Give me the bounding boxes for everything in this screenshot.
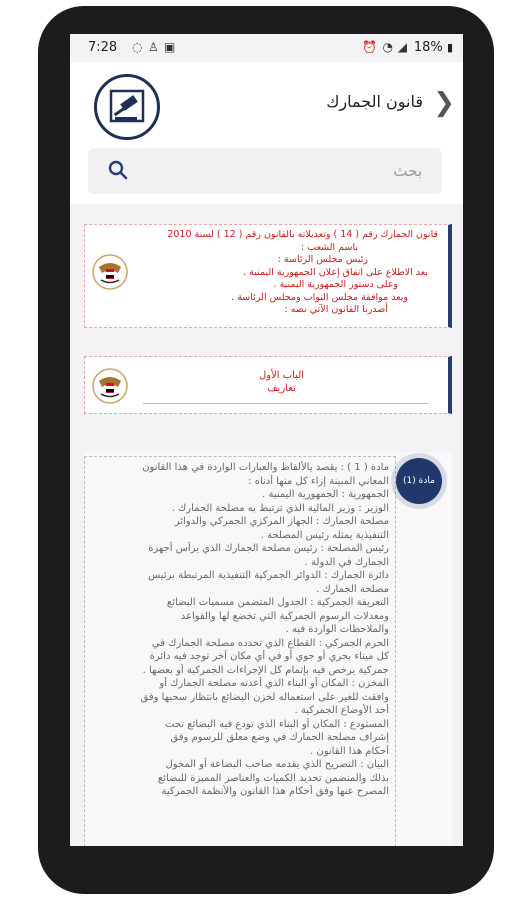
accessibility-icon: ♙: [148, 40, 159, 54]
chapter-title: الباب الأول: [258, 370, 305, 381]
article-line: مصلحة الجمارك .: [316, 583, 389, 595]
article-line: دائرة الجمارك : الدوائر الجمركية التنفيذية المرتبطة برئيس: [148, 570, 389, 581]
article-section: [84, 452, 452, 846]
signal-icon: ◢: [397, 40, 407, 54]
article-number-badge[interactable]: مادة (1): [396, 458, 442, 504]
search-placeholder: بحث: [393, 162, 422, 180]
whatsapp-icon: ◌: [132, 40, 143, 54]
search-icon[interactable]: [108, 160, 128, 180]
emblem-icon: [91, 253, 129, 291]
article-text: [91, 461, 389, 799]
search-section: [70, 144, 463, 204]
intro-line: أصدرنا القانون الآتي نصه :: [284, 304, 388, 315]
battery-indicator: [414, 40, 453, 55]
article-line: أحد الأوضاع الجمركية .: [294, 705, 389, 716]
article-line: رئيس المصلحة : رئيس مصلحة الجمارك الذي يرأس أجهزة: [148, 543, 389, 554]
intro-card[interactable]: [84, 224, 452, 328]
article-line: الجمهورية : الجمهورية اليمنية .: [262, 489, 389, 500]
article-line: والملاحظات الواردة فيه .: [285, 624, 389, 635]
article-line: إشراف مصلحة الجمارك في وضع معلق للرسوم وفق: [170, 732, 389, 743]
intro-line: وبعد موافقة مجلس النواب ومجلس الرئاسة .: [231, 291, 408, 303]
image-icon: ▣: [164, 40, 176, 54]
intro-line: وعلى دستور الجمهورية اليمنية .: [273, 279, 398, 290]
wifi-icon: ◔: [382, 40, 393, 54]
divider: [143, 403, 428, 404]
alarm-icon: ⏰: [362, 40, 377, 54]
article-line: التعريفة الجمركية : الجدول المتضمن مسميات البضائع: [166, 597, 389, 608]
article-text-box: [84, 456, 396, 846]
article-line: جمركية يرخص فيه بإتمام كل الإجراءات الجمركية أو بعضها .: [142, 664, 389, 676]
article-line: المصرح عنها وفق أحكام هذا القانون والأنظمة الجمركية: [161, 786, 389, 797]
battery-level: 18%: [413, 40, 443, 55]
article-line: المخزن : المكان أو البناء الذي أعدته مصلحة الجمارك أو: [159, 678, 389, 689]
article-line: مادة ( 1 ) : يقصد بالألفاظ والعبارات الواردة في هذا القانون: [142, 462, 389, 473]
article-line: الجمارك في الدولة .: [304, 556, 389, 568]
chapter-subtitle: تعاريف: [267, 383, 296, 394]
app-header: [70, 62, 463, 144]
article-line: كل ميناء بحري أو جوي أو في أي مكان آخر توجد فيه دائرة: [149, 651, 389, 662]
emblem-icon: [91, 367, 129, 405]
article-line: مصلحة الجمارك : الجهاز المركزي الجمركي والدوائر: [174, 516, 389, 527]
intro-line: قانون الجمارك رقم ( 14 ) وتعديلاته بالقانون رقم ( 12 ) لسنة 2010: [167, 229, 438, 240]
page-title: قانون الجمارك: [326, 92, 423, 111]
intro-text: [128, 229, 438, 317]
chevron-right-icon[interactable]: ❯: [433, 88, 455, 118]
law-logo-icon: [94, 74, 160, 140]
article-line: المستودع : المكان أو البناء الذي تودع فيه البضائع تحت: [165, 718, 389, 730]
search-input[interactable]: [88, 148, 442, 194]
article-line: الوزير : وزير المالية الذي ترتبط به مصلحة الجمارك .: [171, 502, 389, 514]
article-line: الحرم الجمركي : القطاع الذي تحدده مصلحة الجمارك في: [151, 637, 389, 649]
article-line: وافقت للغير على استعماله لخزن البضائع بانتظار سحبها وفق: [140, 691, 389, 703]
article-line: التنفيذية يمثله رئيس المصلحة .: [260, 529, 389, 541]
intro-line: رئيس مجلس الرئاسة :: [277, 254, 368, 265]
app-screen: [70, 34, 463, 846]
intro-line: بعد الاطلاع على اتفاق إعلان الجمهورية اليمنية .: [243, 266, 428, 278]
chapter-text: [131, 369, 432, 395]
status-bar: [70, 34, 463, 62]
status-time: 7:28: [88, 40, 118, 55]
article-line: بذلك والمتضمن تحديد الكميات والعناصر المميزة للبضائع: [157, 772, 389, 784]
article-line: ومعدلات الرسوم الجمركية التي تخضع لها والقواعد: [180, 610, 389, 622]
chapter-card[interactable]: [84, 356, 452, 414]
intro-line: باسم الشعب :: [301, 241, 358, 253]
article-line: البيان : التصريح الذي يقدمه صاحب البضاعة أو المخول: [165, 759, 389, 770]
article-line: أحكام هذا القانون .: [310, 745, 389, 757]
article-line: المعاني المبينة إزاء كل منها أدناه :: [248, 475, 389, 487]
battery-icon: ▮: [446, 41, 453, 54]
